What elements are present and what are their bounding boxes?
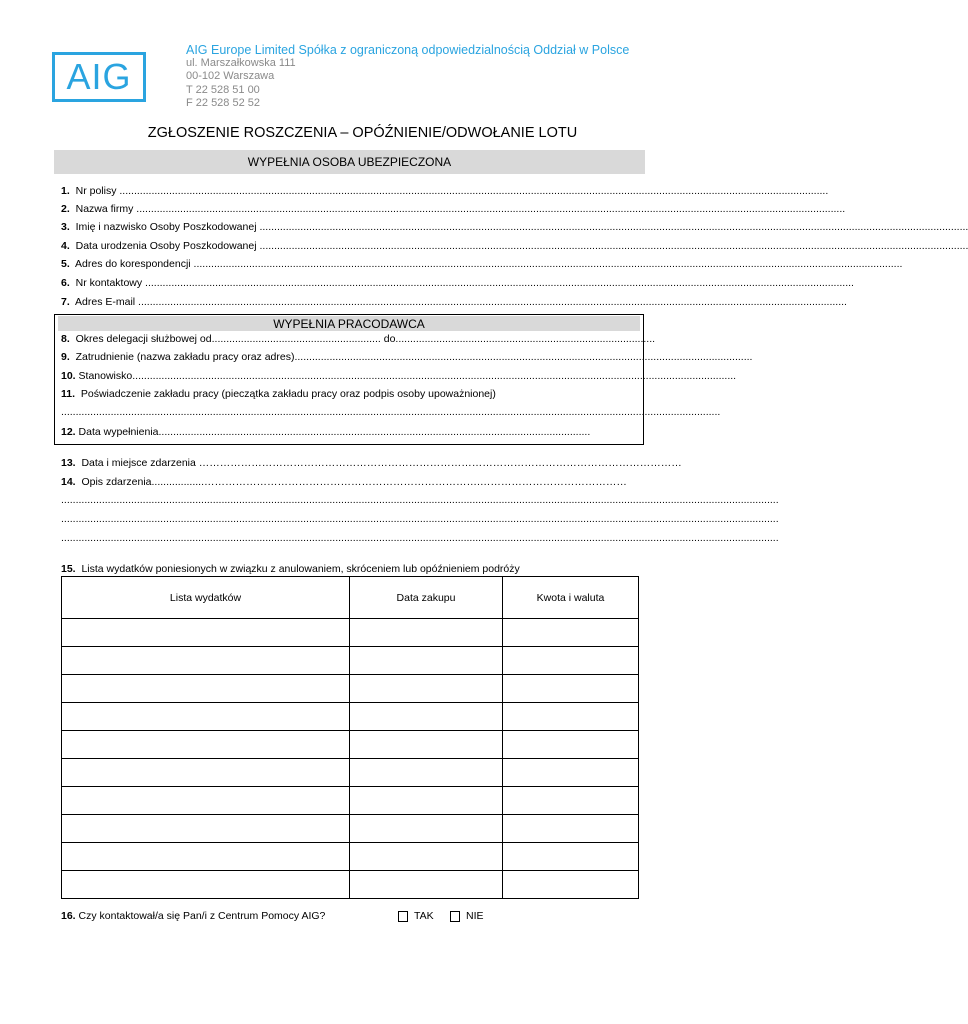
insured-section-label: WYPEŁNIA OSOBA UBEZPIECZONA	[247, 155, 452, 169]
field-label: Data urodzenia Osoby Poszkodowanej	[75, 240, 257, 252]
expense-cell[interactable]	[62, 759, 350, 787]
table-row	[62, 731, 639, 759]
field-fill-date[interactable]: 12. Data wypełnienia....................................................................................................................................................	[61, 426, 591, 438]
purchase-date-cell[interactable]	[350, 703, 503, 731]
expense-cell[interactable]	[62, 843, 350, 871]
amount-cell[interactable]	[503, 787, 639, 815]
amount-cell[interactable]	[503, 675, 639, 703]
company-name: AIG Europe Limited Spółka z ograniczoną odpowiedzialnością Oddział w Polsce	[186, 43, 630, 57]
field-employer-certification	[61, 387, 629, 401]
expense-cell[interactable]	[62, 787, 350, 815]
field-expenses-list	[61, 562, 638, 576]
purchase-date-cell[interactable]	[350, 787, 503, 815]
field-label: Opis zdarzenia	[81, 476, 152, 488]
aig-logo	[52, 52, 146, 102]
field-5[interactable]: 5. Adres do korespondencji ...................................................................................................................................................................................................................................................	[61, 258, 903, 270]
expense-cell[interactable]	[62, 731, 350, 759]
column-header-amount-currency: Kwota i waluta	[503, 577, 639, 619]
expense-cell[interactable]	[62, 647, 350, 675]
field-1[interactable]: 1. Nr polisy ...................................................................................................................................................................................................................................................	[61, 185, 829, 197]
column-header-expenses: Lista wydatków	[62, 577, 350, 619]
field-incident-description[interactable]: 14. Opis zdarzenia..................…………………………………………………………………….……………………………………	[61, 476, 627, 488]
expense-cell[interactable]	[62, 703, 350, 731]
table-row	[62, 647, 639, 675]
field-label: Czy kontaktował/a się Pan/i z Centrum Pomocy AIG?	[78, 910, 326, 922]
field-label: Nr kontaktowy	[75, 277, 143, 289]
amount-cell[interactable]	[503, 647, 639, 675]
field-delegation-period[interactable]: 8. Okres delegacji służbowej od.......................................................... do.........................................................................................	[61, 333, 656, 345]
description-line[interactable]: ......................................................................................................................................................................................................................................................	[61, 513, 779, 525]
field-label: Poświadczenie zakładu pracy (pieczątka zakładu pracy oraz podpis osoby upoważnionej)	[80, 388, 496, 400]
field-number: 8.	[61, 333, 70, 345]
field-label: Adres E-mail	[75, 296, 136, 308]
table-row	[62, 871, 639, 899]
field-3[interactable]: 3. Imię i nazwisko Osoby Poszkodowanej ...................................................................................................................................................................................................................................................	[61, 221, 968, 233]
fax-number: F 22 528 52 52	[186, 97, 261, 109]
table-header-row	[62, 577, 639, 619]
expense-cell[interactable]	[62, 815, 350, 843]
table-row	[62, 675, 639, 703]
field-number: 5.	[61, 258, 70, 270]
field-label: Lista wydatków poniesionych w związku z anulowaniem, skróceniem lub opóźnieniem podróży	[81, 563, 520, 575]
field-assistance-contact	[61, 909, 361, 923]
field-label: Zatrudnienie (nazwa zakładu pracy oraz adres)	[75, 351, 295, 363]
field-position[interactable]: 10. Stanowisko...............................................................................................................................................................................................................	[61, 370, 737, 382]
field-number: 7.	[61, 296, 70, 308]
purchase-date-cell[interactable]	[350, 843, 503, 871]
address-city: 00-102 Warszawa	[186, 70, 275, 82]
expense-cell[interactable]	[62, 619, 350, 647]
field-number: 3.	[61, 221, 70, 233]
table-row	[62, 703, 639, 731]
field-incident-date-place[interactable]: 13. Data i miejsce zdarzenia …………………………………………………………………………………………………………………………	[61, 457, 682, 469]
table-row	[62, 815, 639, 843]
phone-number: T 22 528 51 00	[186, 84, 260, 96]
field-label: Stanowisko	[78, 370, 133, 382]
amount-cell[interactable]	[503, 619, 639, 647]
insured-section-header	[54, 150, 645, 174]
field-label: Data i miejsce zdarzenia	[81, 457, 196, 469]
field-employment[interactable]: 9. Zatrudnienie (nazwa zakładu pracy oraz adres).............................................................................................................................................................	[61, 351, 753, 363]
checkbox-no[interactable]	[450, 911, 460, 922]
field-number: 1.	[61, 185, 70, 197]
purchase-date-cell[interactable]	[350, 815, 503, 843]
field-number: 10.	[61, 370, 76, 382]
option-no[interactable]	[450, 909, 484, 923]
employer-section-header	[58, 316, 640, 331]
field-label: Imię i nazwisko Osoby Poszkodowanej	[75, 221, 257, 233]
field-label: Adres do korespondencji	[75, 258, 191, 270]
field-number: 6.	[61, 277, 70, 289]
purchase-date-cell[interactable]	[350, 675, 503, 703]
field-label-to: do	[383, 333, 396, 345]
amount-cell[interactable]	[503, 871, 639, 899]
purchase-date-cell[interactable]	[350, 871, 503, 899]
column-header-purchase-date: Data zakupu	[350, 577, 503, 619]
expense-cell[interactable]	[62, 871, 350, 899]
field-number: 14.	[61, 476, 76, 488]
purchase-date-cell[interactable]	[350, 731, 503, 759]
field-number: 13.	[61, 457, 76, 469]
table-row	[62, 843, 639, 871]
field-number: 15.	[61, 563, 76, 575]
description-line[interactable]: ......................................................................................................................................................................................................................................................	[61, 494, 779, 506]
field-number: 4.	[61, 240, 70, 252]
form-title: ZGŁOSZENIE ROSZCZENIA – OPÓŹNIENIE/ODWOŁANIE LOTU	[147, 125, 578, 141]
field-number: 16.	[61, 910, 76, 922]
table-row	[62, 787, 639, 815]
employer-section-label: WYPEŁNIA PRACODAWCA	[273, 316, 425, 331]
amount-cell[interactable]	[503, 759, 639, 787]
field-label: Nr polisy	[75, 185, 117, 197]
purchase-date-cell[interactable]	[350, 759, 503, 787]
field-6[interactable]: 6. Nr kontaktowy ...................................................................................................................................................................................................................................................	[61, 277, 854, 289]
amount-cell[interactable]	[503, 731, 639, 759]
expense-cell[interactable]	[62, 675, 350, 703]
field-2[interactable]: 2. Nazwa firmy ...................................................................................................................................................................................................................................................	[61, 203, 846, 215]
description-line[interactable]: ......................................................................................................................................................................................................................................................	[61, 532, 779, 544]
amount-cell[interactable]	[503, 703, 639, 731]
table-row	[62, 619, 639, 647]
field-number: 9.	[61, 351, 70, 363]
purchase-date-cell[interactable]	[350, 619, 503, 647]
expenses-table	[61, 576, 639, 899]
field-label: Nazwa firmy	[75, 203, 134, 215]
option-no-label: NIE	[466, 910, 484, 922]
field-label: Data wypełnienia	[78, 426, 159, 438]
amount-cell[interactable]	[503, 815, 639, 843]
logo-text: AIG	[66, 56, 132, 97]
checkbox-yes[interactable]	[398, 911, 408, 922]
field-4[interactable]: 4. Data urodzenia Osoby Poszkodowanej ...................................................................................................................................................................................................................................................	[61, 240, 968, 252]
option-yes-label: TAK	[414, 910, 434, 922]
field-7[interactable]: 7. Adres E-mail ...................................................................................................................................................................................................................................................	[61, 296, 847, 308]
table-row	[62, 759, 639, 787]
certification-line[interactable]: ..................................................................................................................................................................................................................................	[61, 406, 721, 418]
field-number: 12.	[61, 426, 76, 438]
purchase-date-cell[interactable]	[350, 647, 503, 675]
amount-cell[interactable]	[503, 843, 639, 871]
field-number: 11.	[61, 388, 76, 400]
address-street: ul. Marszałkowska 111	[186, 57, 296, 69]
option-yes[interactable]	[398, 909, 434, 923]
field-label: Okres delegacji służbowej od	[75, 333, 212, 345]
field-number: 2.	[61, 203, 70, 215]
